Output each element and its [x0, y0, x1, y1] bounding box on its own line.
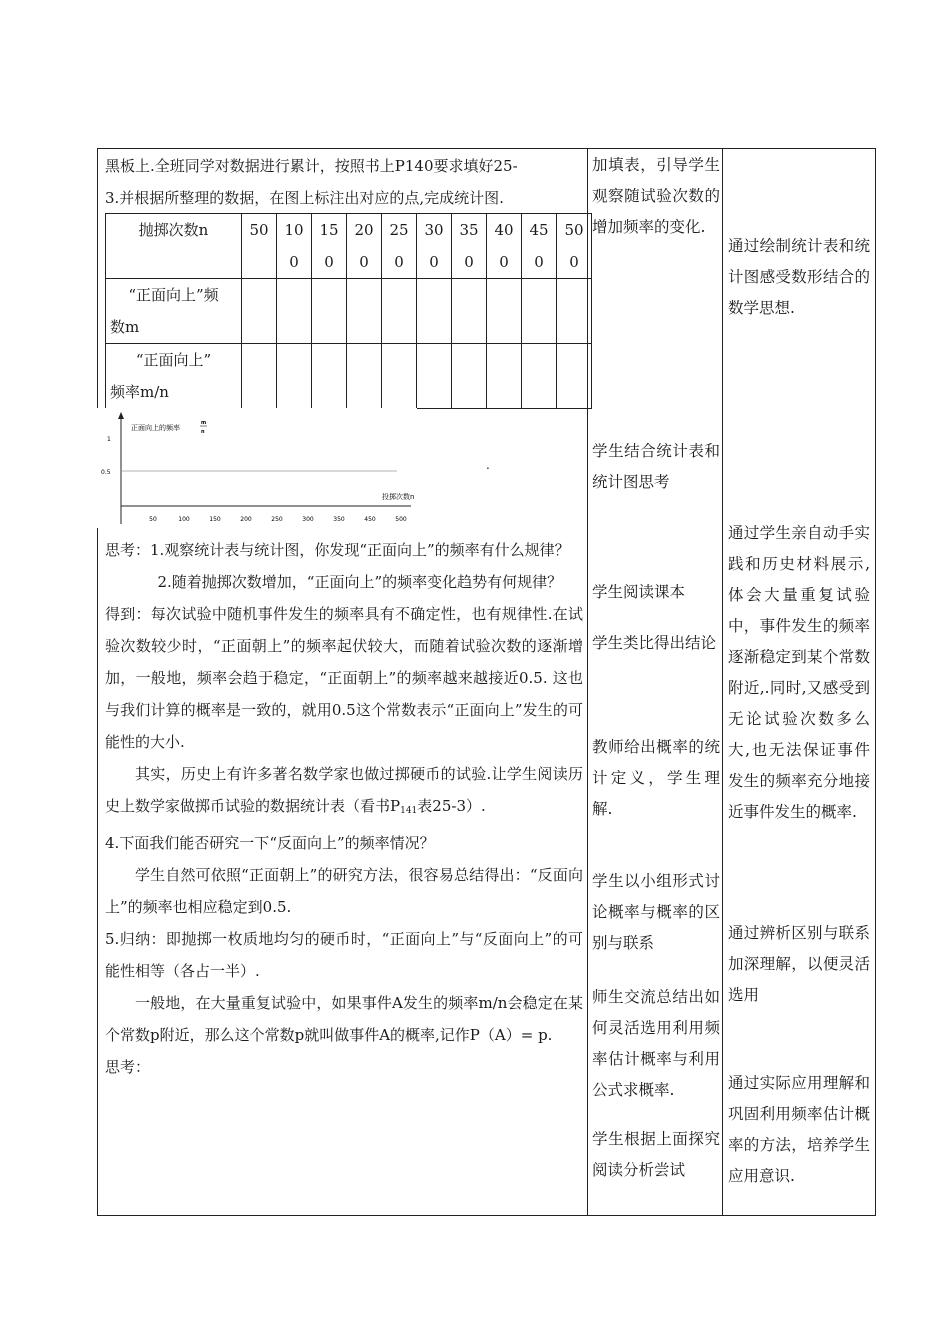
statistics-table: [105, 213, 592, 409]
row-label-frequency: “正面向上” 频率m/n: [106, 344, 242, 409]
intro-line-2: 3.并根据所整理的数据，在图上标注出对应的点,完成统计图.: [105, 189, 504, 207]
x-tick-label: 150: [209, 516, 221, 523]
activity-conclude: 学生类比得出结论: [592, 634, 717, 652]
row-label-throws: 抛掷次数n: [106, 214, 242, 279]
activity-summary: 师生交流总结出如何灵活选用利用频率估计概率与利用公式求概率.: [592, 988, 720, 1099]
result-paragraph: 得到：每次试验中随机事件发生的频率具有不确定性，也有规律性.在试验次数较少时，“正面朝上”的频率起伏较大，而随着试验次数的逐渐增加，一般地，频率会趋于稳定，“正面朝上”的频率越来越接近0.5. 这也与我们计算的概率是一致的，就用0.5这个常数表示“正面向上”发生的可能性的大小.: [105, 605, 583, 751]
history-text-end: 表25-3）.: [417, 797, 486, 815]
think-questions: [105, 534, 583, 1083]
table-row: [106, 214, 592, 279]
intent-distinguish: 通过辨析区别与联系加深理解，以便灵活选用: [728, 924, 870, 1004]
page-subscript: 141: [400, 806, 418, 816]
x-tick-labels: [149, 516, 407, 523]
x-tick-label: 450: [364, 516, 376, 523]
think-end: 思考：: [105, 1058, 151, 1076]
think-question-1: 思考：1.观察统计表与统计图，你发现“正面向上”的频率有什么规律？: [105, 541, 570, 559]
table-cell: 40 0: [487, 214, 522, 279]
x-tick-label: 100: [178, 516, 190, 523]
activity-discuss: 学生以小组形式讨论概率与概率的区别与联系: [592, 872, 720, 952]
activity-read: 学生阅读课本: [592, 583, 686, 601]
table-cell: 50: [242, 214, 277, 279]
question-4: 4.下面我们能否研究一下“反面向上”的频率情况？: [105, 834, 435, 852]
table-cell: 30 0: [417, 214, 452, 279]
activity-think: 学生结合统计表和统计图思考: [592, 442, 720, 491]
history-paragraph: [105, 758, 583, 827]
activity-analyze: 学生根据上面探究阅读分析尝试: [592, 1130, 720, 1179]
table-cell: 20 0: [347, 214, 382, 279]
table-cell: 35 0: [452, 214, 487, 279]
x-axis-label: 投掷次数n: [382, 493, 415, 501]
table-cell: 50 0: [557, 214, 592, 279]
y-label-numerator: m: [201, 420, 207, 426]
table-row: [106, 344, 592, 409]
y-tick-label: 0.5: [101, 469, 111, 476]
table-cell: 25 0: [382, 214, 417, 279]
row-label-count: “正面向上”频 数m: [106, 279, 242, 344]
frequency-chart: [97, 408, 417, 528]
x-tick-label: 200: [240, 516, 252, 523]
table-row: [106, 279, 592, 344]
table-cell: 45 0: [522, 214, 557, 279]
x-tick-label: 250: [271, 516, 283, 523]
intro-text: [105, 150, 583, 214]
table-cell: 10 0: [277, 214, 312, 279]
intent-application: 通过实际应用理解和巩固利用频率估计概率的方法，培养学生应用意识.: [728, 1074, 870, 1185]
question-5: 5.归纳：即抛掷一枚质地均匀的硬币时，“正面向上”与“反面向上”的可能性相等（各占一半）.: [105, 930, 583, 980]
intro-line-1: 黑板上.全班同学对数据进行累计，按照书上P140要求填好25-: [105, 157, 518, 175]
stray-dot: .: [486, 458, 490, 472]
y-label-denominator: n: [201, 429, 205, 435]
history-text: 其实，历史上有许多著名数学家也做过掷硬币的试验.让学生阅读历史上数学家做掷币试验的数据统计表（看书P: [105, 765, 583, 815]
x-tick-label: 300: [302, 516, 314, 523]
probability-definition: 一般地，在大量重复试验中，如果事件A发生的频率m/n会稳定在某个常数p附近，那么这个常数p就叫做事件A的概率,记作P（A）= p.: [105, 994, 583, 1044]
intent-experiment: 通过学生亲自动手实践和历史材料展示,体会大量重复试验中，事件发生的频率逐渐稳定到某个常数附近,.同时,又感受到无论试验次数多么大,也无法保证事件发生的频率充分地接近事件发生的概率.: [728, 524, 870, 821]
activity-definition: 教师给出概率的统计定义，学生理解.: [592, 738, 720, 818]
activity-fill-table: 加填表，引导学生观察随试验次数的增加频率的变化.: [592, 156, 720, 236]
x-tick-label: 350: [333, 516, 345, 523]
question-4-detail: 学生自然可依照“正面朝上”的研究方法，很容易总结得出：“反面向上”的频率也相应稳定到0.5.: [105, 866, 583, 916]
x-tick-label: 50: [149, 516, 157, 523]
x-tick-label: 500: [395, 516, 407, 523]
y-axis-label: 正面向上的频率: [131, 424, 180, 432]
column-divider-2: [722, 148, 723, 1216]
table-cell: 15 0: [312, 214, 347, 279]
y-tick-label: 1: [107, 436, 111, 443]
think-question-2: 2.随着抛掷次数增加，“正面向上”的频率变化趋势有何规律？: [157, 573, 563, 591]
intent-graphing: 通过绘制统计表和统计图感受数形结合的数学思想.: [728, 237, 870, 317]
